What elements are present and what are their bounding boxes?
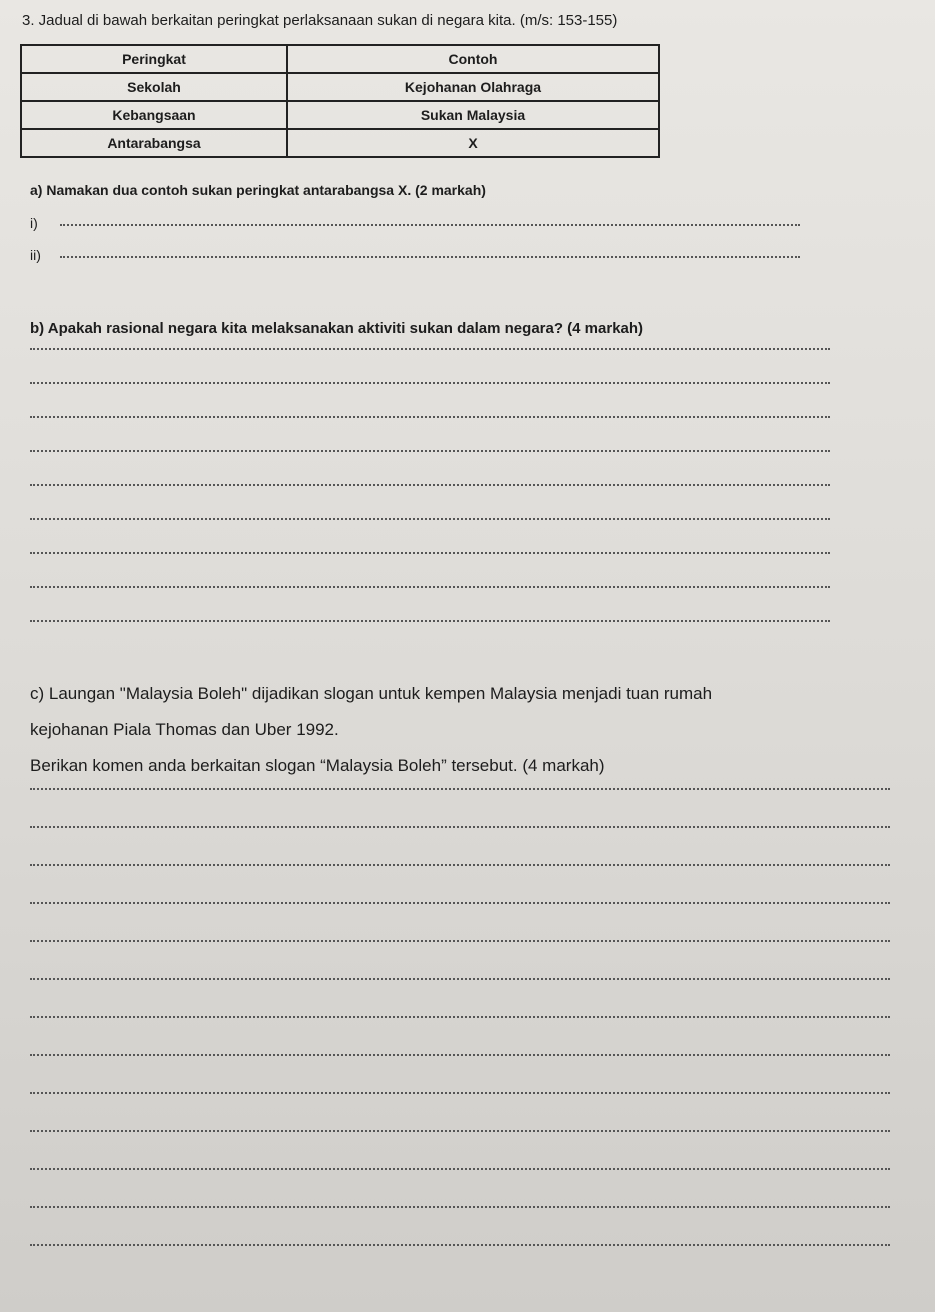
answer-line[interactable] [30,1244,890,1246]
answer-line[interactable] [30,620,830,622]
table-cell: Kebangsaan [21,101,287,129]
answer-line[interactable] [30,416,830,418]
table-row [21,129,659,157]
answer-line[interactable] [30,788,890,790]
answer-line[interactable] [30,484,830,486]
answer-line[interactable] [60,224,800,226]
part-a-item-i: i) [30,215,38,231]
answer-line[interactable] [30,902,890,904]
table-header: Contoh [287,45,659,73]
table-cell: X [287,129,659,157]
answer-line[interactable] [30,1130,890,1132]
answer-line[interactable] [30,450,830,452]
answer-line[interactable] [30,864,890,866]
answer-line[interactable] [30,518,830,520]
answer-line[interactable] [30,552,830,554]
part-c-line-2: kejohanan Piala Thomas dan Uber 1992. [30,720,339,739]
answer-line[interactable] [30,1206,890,1208]
question-title: 3. Jadual di bawah berkaitan peringkat perlaksanaan sukan di negara kita. (m/s: 153-155) [22,12,618,29]
answer-line[interactable] [30,978,890,980]
table-cell: Sekolah [21,73,287,101]
table-row [21,101,659,129]
table-cell: Kejohanan Olahraga [287,73,659,101]
answer-line[interactable] [30,1168,890,1170]
table-header-row [21,45,659,73]
answer-line[interactable] [60,256,800,258]
answer-line[interactable] [30,348,830,350]
table-cell: Antarabangsa [21,129,287,157]
part-a-item-ii: ii) [30,247,41,263]
answer-line[interactable] [30,940,890,942]
part-a-prompt: a) Namakan dua contoh sukan peringkat antarabangsa X. (2 markah) [30,182,486,198]
answer-line[interactable] [30,1054,890,1056]
part-c-line-1: c) Laungan "Malaysia Boleh" dijadikan slogan untuk kempen Malaysia menjadi tuan rumah [30,684,713,703]
table-row [21,73,659,101]
answer-line[interactable] [30,382,830,384]
answer-line[interactable] [30,1092,890,1094]
answer-line[interactable] [30,826,890,828]
sports-level-table [20,44,660,158]
answer-line[interactable] [30,586,830,588]
table-cell: Sukan Malaysia [287,101,659,129]
answer-line[interactable] [30,1016,890,1018]
table-header: Peringkat [21,45,287,73]
part-b-prompt: b) Apakah rasional negara kita melaksanakan aktiviti sukan dalam negara? (4 markah) [30,320,644,337]
part-c-line-3: Berikan komen anda berkaitan slogan “Malaysia Boleh” tersebut. (4 markah) [30,756,605,775]
